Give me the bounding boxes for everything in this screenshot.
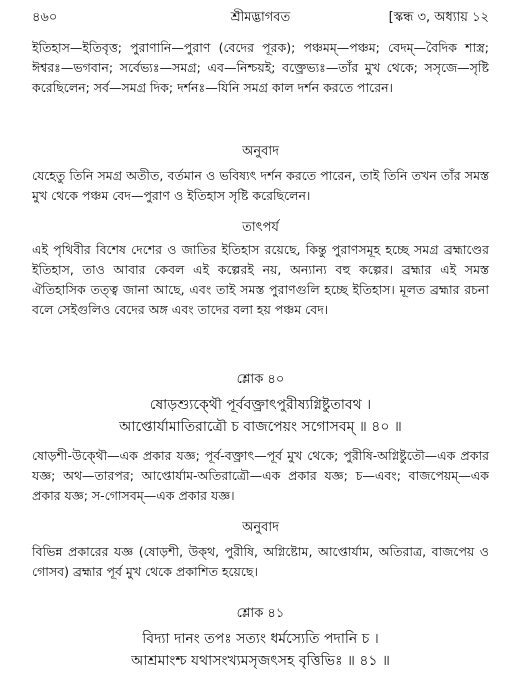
verse-41 [32, 604, 489, 672]
translation-text: বিভিন্ন প্রকারের যজ্ঞ (ষোড়শী, উক্থ, পুরীষি, অগ্নিষ্টোম, আপ্তোর্যাম, অতিরাত্র, বাজপেয় ও গোসব) ব্রহ্মার পূর্ব মুখ থেকে প্রকাশিত হয়েছে। [32, 544, 489, 579]
book-title: শ্রীমদ্ভাগবত [230, 10, 291, 25]
page-number: ৪৬০ [32, 10, 58, 25]
translation-text: যেহেতু তিনি সমগ্র অতীত, বর্তমান ও ভবিষ্যৎ দর্শন করতে পারেন, তাই তিনি তখন তাঁর সমস্ত মুখ থেকে পঞ্চম বেদ—পুরাণ ও ইতিহাস সৃষ্টি করেছিলেন। [32, 168, 489, 203]
translation-heading: অনুবাদ [242, 144, 279, 159]
verse-40 [32, 370, 489, 438]
synonyms-section-40 [32, 446, 489, 506]
verse-heading: শ্লোক ৪০ [236, 372, 285, 387]
verse-line-2: আশ্রমাংশ্চ যথাসংখ্যমসৃজৎসহ বৃত্তিভিঃ ॥ ৪১ ॥ [131, 653, 390, 669]
purport-text: এই পৃথিবীর বিশেষ দেশের ও জাতির ইতিহাস রয়েছে, কিন্তু পুরাণসমূহ হচ্ছে সমগ্র ব্রহ্মাণ্ডের ইতিহাস, তাও আবার কেবল এই কল্পেরই নয়, অন্যান্য বহু কল্পের। ব্রহ্মার এই সমস্ত ঐতিহাসিক তত্ত্ব জানা আছে, এবং তাই সমস্ত পুরাণগুলি হচ্ছে ইতিহাস। মূলত ব্রহ্মার রচনা বলে সেইগুলিও বেদের অঙ্গ এবং তাদের বলা হয় পঞ্চম বেদ। [32, 242, 489, 317]
purport-section [32, 218, 489, 320]
translation-section-39 [32, 142, 489, 206]
verse-heading: শ্লোক ৪১ [236, 606, 285, 621]
synonyms-text: ইতিহাস—ইতিবৃত্ত; পুরাণানি—পুরাণ (বেদের পূরক); পঞ্চমম্—পঞ্চম; বেদম্—বৈদিক শাস্ত্র; ঈশ্বরঃ—ভগবান; সর্বেভ্যঃ—সমগ্র; এব—নিশ্চয়ই; বক্ত্রেভ্যঃ—তাঁর মুখ থেকে; সসৃজে—সৃষ্টি করেছিলেন; সর্ব—সমগ্র দিক; দর্শনঃ—যিনি সমগ্র কাল দর্শন করতে পারেন। [32, 40, 489, 95]
synonyms-text: ষোড়শী-উক্থৌ—এক প্রকার যজ্ঞ; পূর্ব-বক্ত্রাৎ—পূর্ব মুখ থেকে; পুরীষি-অগ্নিষ্টুতৌ—এক প্রকার যজ্ঞ; অথ—তারপর; আপ্তোর্যাম-অতিরাত্রৌ—এক প্রকার যজ্ঞ; চ—এবং; বাজপেয়ম্—এক প্রকার যজ্ঞ; স-গোসবম্—এক প্রকার যজ্ঞ। [32, 448, 489, 503]
purport-heading: তাৎপর্য [242, 220, 279, 235]
verse-line-1: ষোড়শ্যুক্থৌ পূর্ববক্ত্রাৎপুরীষ্যগ্নিষ্টুতাবথ । [149, 397, 372, 413]
translation-section-40 [32, 518, 489, 582]
verse-line-2: আপ্তোর্যামাতিরাত্রৌ চ বাজপেয়ং সগোসবম্ ॥ ৪০ ॥ [119, 419, 402, 435]
verse-line-1: বিদ্যা দানং তপঃ সত্যং ধর্মস্যেতি পদানি চ । [142, 631, 379, 647]
chapter-reference: [স্কন্ধ ৩, অধ্যায় ১২ [388, 10, 489, 25]
page-header [32, 8, 489, 30]
synonyms-section-39 [32, 38, 489, 98]
translation-heading: অনুবাদ [242, 520, 279, 535]
